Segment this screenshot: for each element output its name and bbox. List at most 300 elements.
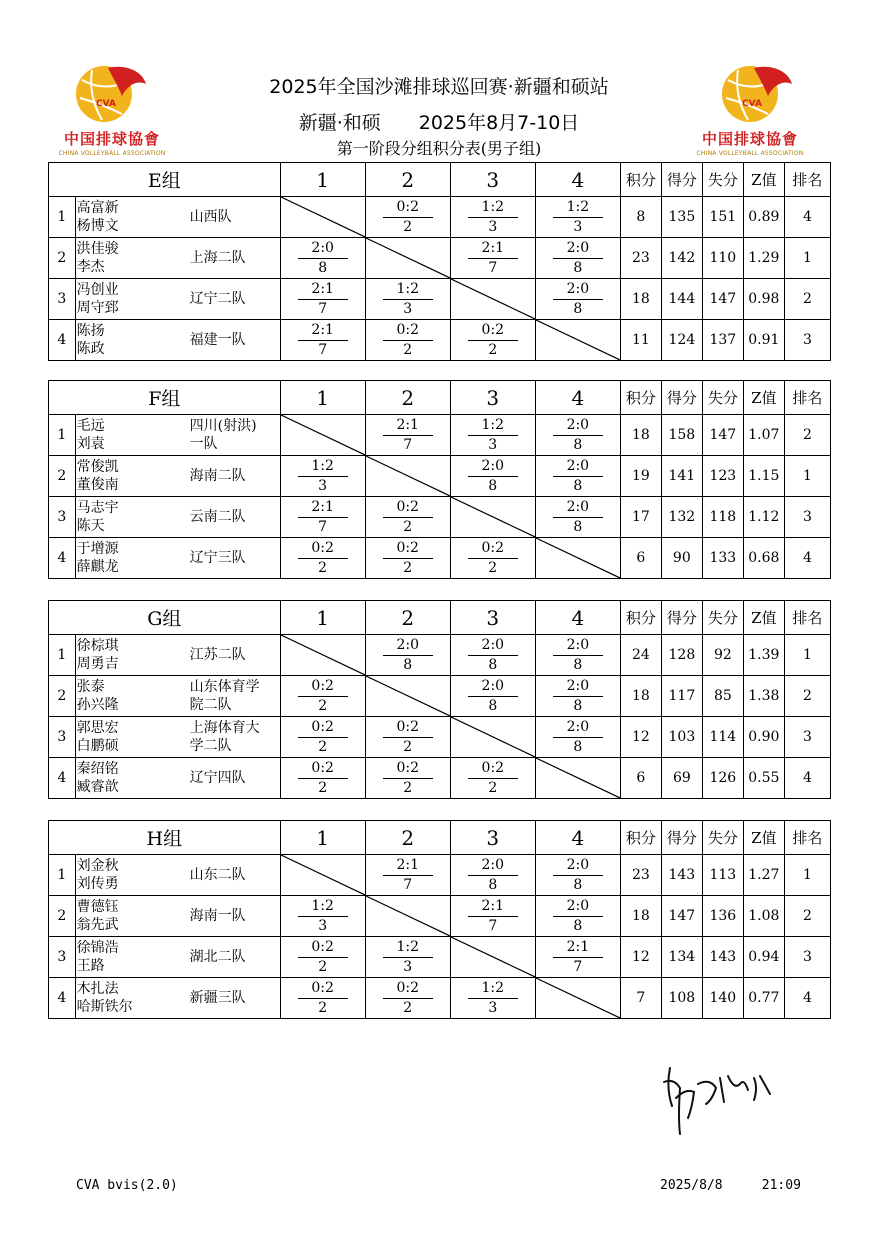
players-cell bbox=[75, 978, 177, 1019]
player-name: 薛麒龙 bbox=[76, 559, 119, 575]
match-points: 8 bbox=[573, 876, 583, 893]
player-name: 刘传勇 bbox=[76, 876, 119, 892]
set-score: 0:2 bbox=[383, 499, 433, 518]
column-header-c2: 2 bbox=[365, 601, 450, 635]
column-header-conceded: 失分 bbox=[702, 381, 743, 415]
set-score: 2:0 bbox=[468, 857, 518, 876]
set-score: 0:2 bbox=[383, 719, 433, 738]
team-name-line: 福建一队 bbox=[189, 332, 246, 348]
table-row bbox=[49, 415, 831, 456]
column-header-z: Z值 bbox=[743, 381, 784, 415]
match-result-cell bbox=[365, 978, 450, 1019]
points-value: 17 bbox=[620, 497, 661, 538]
player-name: 高富新 bbox=[76, 200, 119, 216]
players-cell bbox=[75, 415, 177, 456]
players-cell bbox=[75, 717, 177, 758]
players-cell bbox=[75, 497, 177, 538]
set-score: 2:0 bbox=[553, 857, 603, 876]
match-result bbox=[553, 857, 603, 894]
player-name: 董俊南 bbox=[76, 477, 119, 493]
team-name bbox=[178, 717, 281, 758]
match-points: 8 bbox=[573, 697, 583, 714]
player-name: 李杰 bbox=[76, 259, 105, 275]
diagonal-line-icon bbox=[281, 197, 365, 237]
table-row bbox=[49, 896, 831, 937]
match-points: 8 bbox=[573, 518, 583, 535]
match-points: 3 bbox=[403, 958, 413, 975]
points-value: 19 bbox=[620, 456, 661, 497]
scored-value: 144 bbox=[661, 279, 702, 320]
match-result-cell bbox=[365, 758, 450, 799]
footer-time: 21:09 bbox=[761, 1178, 801, 1193]
set-score: 2:1 bbox=[383, 417, 433, 436]
match-result-cell bbox=[280, 497, 365, 538]
match-result-cell bbox=[280, 279, 365, 320]
team-name-line: 江苏二队 bbox=[189, 647, 246, 663]
player-name: 洪佳骏 bbox=[76, 241, 119, 257]
z-value: 1.27 bbox=[743, 855, 784, 896]
conceded-value: 110 bbox=[702, 238, 743, 279]
team-name-line: 一队 bbox=[189, 436, 218, 452]
match-points: 8 bbox=[488, 656, 498, 673]
team-name-line: 辽宁四队 bbox=[189, 770, 246, 786]
player-name: 郭思宏 bbox=[76, 720, 119, 736]
match-points: 2 bbox=[318, 999, 328, 1016]
match-result bbox=[468, 540, 518, 577]
match-points: 2 bbox=[403, 559, 413, 576]
column-header-scored: 得分 bbox=[661, 163, 702, 197]
player-name: 徐棕琪 bbox=[76, 638, 119, 654]
column-header-scored: 得分 bbox=[661, 821, 702, 855]
players-cell bbox=[75, 937, 177, 978]
match-result-cell bbox=[280, 717, 365, 758]
table-row bbox=[49, 635, 831, 676]
points-value: 18 bbox=[620, 896, 661, 937]
match-result bbox=[383, 637, 433, 674]
match-points: 2 bbox=[318, 738, 328, 755]
match-result-cell bbox=[450, 415, 535, 456]
diagonal-line-icon bbox=[281, 855, 365, 895]
match-result bbox=[383, 857, 433, 894]
set-score: 2:0 bbox=[553, 458, 603, 477]
match-result bbox=[383, 199, 433, 236]
match-result bbox=[298, 540, 348, 577]
seed-number: 1 bbox=[49, 197, 76, 238]
conceded-value: 136 bbox=[702, 896, 743, 937]
column-header-c4: 4 bbox=[535, 601, 620, 635]
set-score: 2:0 bbox=[553, 417, 603, 436]
self-match-cell bbox=[450, 717, 535, 758]
team-name-line: 上海体育大 bbox=[189, 720, 260, 736]
match-points: 7 bbox=[403, 436, 413, 453]
team-name-line: 四川(射洪) bbox=[189, 418, 257, 434]
players-cell bbox=[75, 456, 177, 497]
table-row bbox=[49, 320, 831, 361]
match-result-cell bbox=[535, 717, 620, 758]
scored-value: 117 bbox=[661, 676, 702, 717]
set-score: 1:2 bbox=[383, 281, 433, 300]
group-name: F组 bbox=[49, 381, 281, 415]
match-points: 3 bbox=[403, 300, 413, 317]
z-value: 0.55 bbox=[743, 758, 784, 799]
set-score: 2:1 bbox=[468, 240, 518, 259]
z-value: 1.29 bbox=[743, 238, 784, 279]
column-header-c1: 1 bbox=[280, 163, 365, 197]
set-score: 1:2 bbox=[468, 417, 518, 436]
seed-number: 2 bbox=[49, 456, 76, 497]
team-name bbox=[178, 320, 281, 361]
match-result-cell bbox=[365, 538, 450, 579]
match-result-cell bbox=[365, 415, 450, 456]
match-result-cell bbox=[280, 937, 365, 978]
team-name bbox=[178, 937, 281, 978]
set-score: 2:1 bbox=[553, 939, 603, 958]
rank-value: 4 bbox=[784, 758, 830, 799]
player-name: 臧睿歆 bbox=[76, 779, 119, 795]
rank-value: 1 bbox=[784, 456, 830, 497]
match-result-cell bbox=[450, 978, 535, 1019]
match-points: 7 bbox=[573, 958, 583, 975]
page-header bbox=[0, 0, 878, 162]
logo-text: 中国排球協會 bbox=[63, 130, 160, 148]
set-score: 1:2 bbox=[468, 980, 518, 999]
set-score: 2:0 bbox=[298, 240, 348, 259]
match-points: 8 bbox=[573, 656, 583, 673]
table-row bbox=[49, 758, 831, 799]
rank-value: 3 bbox=[784, 717, 830, 758]
self-match-cell bbox=[365, 456, 450, 497]
column-header-c4: 4 bbox=[535, 821, 620, 855]
column-header-c1: 1 bbox=[280, 381, 365, 415]
match-result bbox=[468, 637, 518, 674]
conceded-value: 137 bbox=[702, 320, 743, 361]
set-score: 2:1 bbox=[298, 322, 348, 341]
team-name-line: 山西队 bbox=[189, 209, 232, 225]
column-header-rank: 排名 bbox=[784, 381, 830, 415]
player-name: 哈斯铁尔 bbox=[76, 999, 133, 1015]
scored-value: 128 bbox=[661, 635, 702, 676]
player-name: 冯创业 bbox=[76, 282, 119, 298]
logo-sub: CHINA VOLLEYBALL ASSOCIATION bbox=[696, 150, 804, 157]
column-header-rank: 排名 bbox=[784, 163, 830, 197]
match-result bbox=[553, 417, 603, 454]
set-score: 2:1 bbox=[298, 281, 348, 300]
match-result bbox=[553, 499, 603, 536]
set-score: 2:0 bbox=[553, 240, 603, 259]
match-result-cell bbox=[365, 855, 450, 896]
match-result bbox=[553, 898, 603, 935]
seed-number: 4 bbox=[49, 978, 76, 1019]
team-name bbox=[178, 676, 281, 717]
scored-value: 124 bbox=[661, 320, 702, 361]
team-name-line: 云南二队 bbox=[189, 509, 246, 525]
diagonal-line-icon bbox=[536, 538, 620, 578]
match-result-cell bbox=[365, 279, 450, 320]
group-name: H组 bbox=[49, 821, 281, 855]
match-points: 2 bbox=[403, 341, 413, 358]
z-value: 0.91 bbox=[743, 320, 784, 361]
self-match-cell bbox=[535, 978, 620, 1019]
match-result-cell bbox=[535, 937, 620, 978]
match-result-cell bbox=[280, 456, 365, 497]
set-score: 2:0 bbox=[553, 898, 603, 917]
table-row bbox=[49, 456, 831, 497]
match-points: 8 bbox=[488, 876, 498, 893]
table-row bbox=[49, 978, 831, 1019]
team-name bbox=[178, 855, 281, 896]
match-result-cell bbox=[535, 415, 620, 456]
team-name-line: 上海二队 bbox=[189, 250, 246, 266]
match-result-cell bbox=[450, 538, 535, 579]
match-result-cell bbox=[450, 456, 535, 497]
diagonal-line-icon bbox=[451, 717, 535, 757]
rank-value: 3 bbox=[784, 320, 830, 361]
player-name: 翁先武 bbox=[76, 917, 119, 933]
diagonal-line-icon bbox=[536, 978, 620, 1018]
match-result bbox=[468, 980, 518, 1017]
set-score: 2:0 bbox=[553, 499, 603, 518]
match-points: 2 bbox=[488, 559, 498, 576]
group-header-row bbox=[49, 821, 831, 855]
player-name: 王路 bbox=[76, 958, 105, 974]
match-result bbox=[383, 322, 433, 359]
set-score: 0:2 bbox=[468, 322, 518, 341]
match-result-cell bbox=[280, 758, 365, 799]
diagonal-line-icon bbox=[451, 937, 535, 977]
group-table bbox=[48, 380, 831, 579]
team-name-line: 海南一队 bbox=[189, 908, 246, 924]
player-name: 毛远 bbox=[76, 418, 105, 434]
self-match-cell bbox=[535, 538, 620, 579]
match-points: 2 bbox=[318, 958, 328, 975]
match-result bbox=[298, 240, 348, 277]
players-cell bbox=[75, 238, 177, 279]
match-result bbox=[553, 637, 603, 674]
match-result bbox=[298, 322, 348, 359]
scored-value: 142 bbox=[661, 238, 702, 279]
players-cell bbox=[75, 320, 177, 361]
match-points: 8 bbox=[573, 300, 583, 317]
z-value: 1.15 bbox=[743, 456, 784, 497]
match-points: 7 bbox=[488, 917, 498, 934]
diagonal-line-icon bbox=[366, 896, 450, 936]
group-header-row bbox=[49, 163, 831, 197]
z-value: 1.08 bbox=[743, 896, 784, 937]
z-value: 0.89 bbox=[743, 197, 784, 238]
player-name: 孙兴隆 bbox=[76, 697, 119, 713]
player-name: 周守郅 bbox=[76, 300, 119, 316]
team-name-line: 新疆三队 bbox=[189, 990, 246, 1006]
diagonal-line-icon bbox=[536, 758, 620, 798]
column-header-c3: 3 bbox=[450, 821, 535, 855]
set-score: 2:0 bbox=[468, 678, 518, 697]
match-result-cell bbox=[450, 635, 535, 676]
table-title: 第一阶段分组积分表(男子组) bbox=[336, 139, 542, 158]
match-points: 8 bbox=[403, 656, 413, 673]
match-points: 8 bbox=[318, 259, 328, 276]
match-result bbox=[468, 240, 518, 277]
rank-value: 1 bbox=[784, 238, 830, 279]
diagonal-line-icon bbox=[281, 635, 365, 675]
player-name: 杨博文 bbox=[76, 218, 119, 234]
match-points: 2 bbox=[403, 999, 413, 1016]
table-row bbox=[49, 717, 831, 758]
match-points: 3 bbox=[318, 917, 328, 934]
points-value: 18 bbox=[620, 676, 661, 717]
points-value: 8 bbox=[620, 197, 661, 238]
group-header-row bbox=[49, 601, 831, 635]
scored-value: 135 bbox=[661, 197, 702, 238]
match-points: 2 bbox=[318, 697, 328, 714]
set-score: 2:0 bbox=[468, 637, 518, 656]
match-result bbox=[553, 240, 603, 277]
self-match-cell bbox=[280, 855, 365, 896]
match-points: 7 bbox=[318, 341, 328, 358]
match-result bbox=[298, 499, 348, 536]
scored-value: 147 bbox=[661, 896, 702, 937]
diagonal-line-icon bbox=[366, 676, 450, 716]
column-header-c1: 1 bbox=[280, 821, 365, 855]
player-name: 徐锦浩 bbox=[76, 940, 119, 956]
match-result-cell bbox=[280, 676, 365, 717]
table-row bbox=[49, 676, 831, 717]
diagonal-line-icon bbox=[451, 497, 535, 537]
set-score: 2:0 bbox=[553, 637, 603, 656]
match-points: 8 bbox=[488, 697, 498, 714]
match-result bbox=[553, 939, 603, 976]
conceded-value: 140 bbox=[702, 978, 743, 1019]
match-points: 2 bbox=[403, 518, 413, 535]
logo-text: 中国排球協會 bbox=[701, 130, 798, 148]
set-score: 2:0 bbox=[553, 719, 603, 738]
match-points: 7 bbox=[488, 259, 498, 276]
match-result bbox=[298, 939, 348, 976]
match-result bbox=[553, 678, 603, 715]
column-header-rank: 排名 bbox=[784, 601, 830, 635]
column-header-conceded: 失分 bbox=[702, 821, 743, 855]
match-result bbox=[553, 719, 603, 756]
z-value: 0.77 bbox=[743, 978, 784, 1019]
team-name-line: 学二队 bbox=[189, 738, 232, 754]
match-points: 3 bbox=[488, 999, 498, 1016]
conceded-value: 147 bbox=[702, 415, 743, 456]
seed-number: 1 bbox=[49, 855, 76, 896]
match-points: 7 bbox=[318, 300, 328, 317]
player-name: 曹德钰 bbox=[76, 899, 119, 915]
rank-value: 4 bbox=[784, 978, 830, 1019]
seed-number: 4 bbox=[49, 758, 76, 799]
rank-value: 2 bbox=[784, 896, 830, 937]
column-header-c2: 2 bbox=[365, 821, 450, 855]
footer-datetime bbox=[660, 1178, 801, 1193]
match-result bbox=[468, 678, 518, 715]
svg-text:CVA: CVA bbox=[96, 99, 116, 109]
scored-value: 103 bbox=[661, 717, 702, 758]
group-table bbox=[48, 820, 831, 1019]
column-header-z: Z值 bbox=[743, 601, 784, 635]
team-name-line: 湖北二队 bbox=[189, 949, 246, 965]
group-name: G组 bbox=[49, 601, 281, 635]
match-result bbox=[468, 199, 518, 236]
match-result-cell bbox=[450, 896, 535, 937]
seed-number: 3 bbox=[49, 717, 76, 758]
z-value: 1.12 bbox=[743, 497, 784, 538]
points-value: 6 bbox=[620, 538, 661, 579]
match-points: 3 bbox=[573, 218, 583, 235]
match-result-cell bbox=[365, 635, 450, 676]
match-points: 8 bbox=[573, 259, 583, 276]
table-row bbox=[49, 197, 831, 238]
match-points: 8 bbox=[573, 738, 583, 755]
match-points: 7 bbox=[403, 876, 413, 893]
match-result-cell bbox=[450, 855, 535, 896]
player-name: 木扎法 bbox=[76, 981, 119, 997]
set-score: 0:2 bbox=[383, 980, 433, 999]
z-value: 0.94 bbox=[743, 937, 784, 978]
match-points: 8 bbox=[573, 917, 583, 934]
players-cell bbox=[75, 538, 177, 579]
team-name bbox=[178, 978, 281, 1019]
points-value: 18 bbox=[620, 279, 661, 320]
self-match-cell bbox=[535, 320, 620, 361]
conceded-value: 85 bbox=[702, 676, 743, 717]
column-header-c4: 4 bbox=[535, 381, 620, 415]
column-header-z: Z值 bbox=[743, 163, 784, 197]
team-name bbox=[178, 456, 280, 497]
match-result-cell bbox=[280, 978, 365, 1019]
team-name bbox=[178, 415, 280, 456]
match-points: 2 bbox=[318, 779, 328, 796]
match-points: 2 bbox=[403, 218, 413, 235]
self-match-cell bbox=[280, 635, 365, 676]
column-header-rank: 排名 bbox=[784, 821, 830, 855]
z-value: 0.68 bbox=[743, 538, 784, 579]
column-header-c4: 4 bbox=[535, 163, 620, 197]
team-name-line: 海南二队 bbox=[189, 468, 246, 484]
rank-value: 2 bbox=[784, 415, 830, 456]
player-name: 于增源 bbox=[76, 541, 119, 557]
players-cell bbox=[75, 635, 177, 676]
team-name bbox=[178, 896, 281, 937]
players-cell bbox=[75, 676, 177, 717]
column-header-scored: 得分 bbox=[661, 381, 702, 415]
z-value: 0.90 bbox=[743, 717, 784, 758]
match-result-cell bbox=[450, 676, 535, 717]
table-row bbox=[49, 497, 831, 538]
match-result bbox=[298, 719, 348, 756]
column-header-c2: 2 bbox=[365, 381, 450, 415]
match-points: 8 bbox=[488, 477, 498, 494]
team-name bbox=[178, 758, 281, 799]
team-name-line: 辽宁二队 bbox=[189, 291, 246, 307]
column-header-conceded: 失分 bbox=[702, 601, 743, 635]
team-name-line: 辽宁三队 bbox=[189, 550, 246, 566]
conceded-value: 113 bbox=[702, 855, 743, 896]
set-score: 0:2 bbox=[468, 540, 518, 559]
points-value: 23 bbox=[620, 855, 661, 896]
conceded-value: 147 bbox=[702, 279, 743, 320]
match-result-cell bbox=[365, 197, 450, 238]
team-name bbox=[178, 279, 281, 320]
match-result bbox=[383, 760, 433, 797]
diagonal-line-icon bbox=[536, 320, 620, 360]
set-score: 0:2 bbox=[298, 678, 348, 697]
match-result bbox=[298, 458, 348, 495]
match-result-cell bbox=[365, 937, 450, 978]
scored-value: 141 bbox=[661, 456, 702, 497]
conceded-value: 126 bbox=[702, 758, 743, 799]
match-points: 3 bbox=[488, 436, 498, 453]
